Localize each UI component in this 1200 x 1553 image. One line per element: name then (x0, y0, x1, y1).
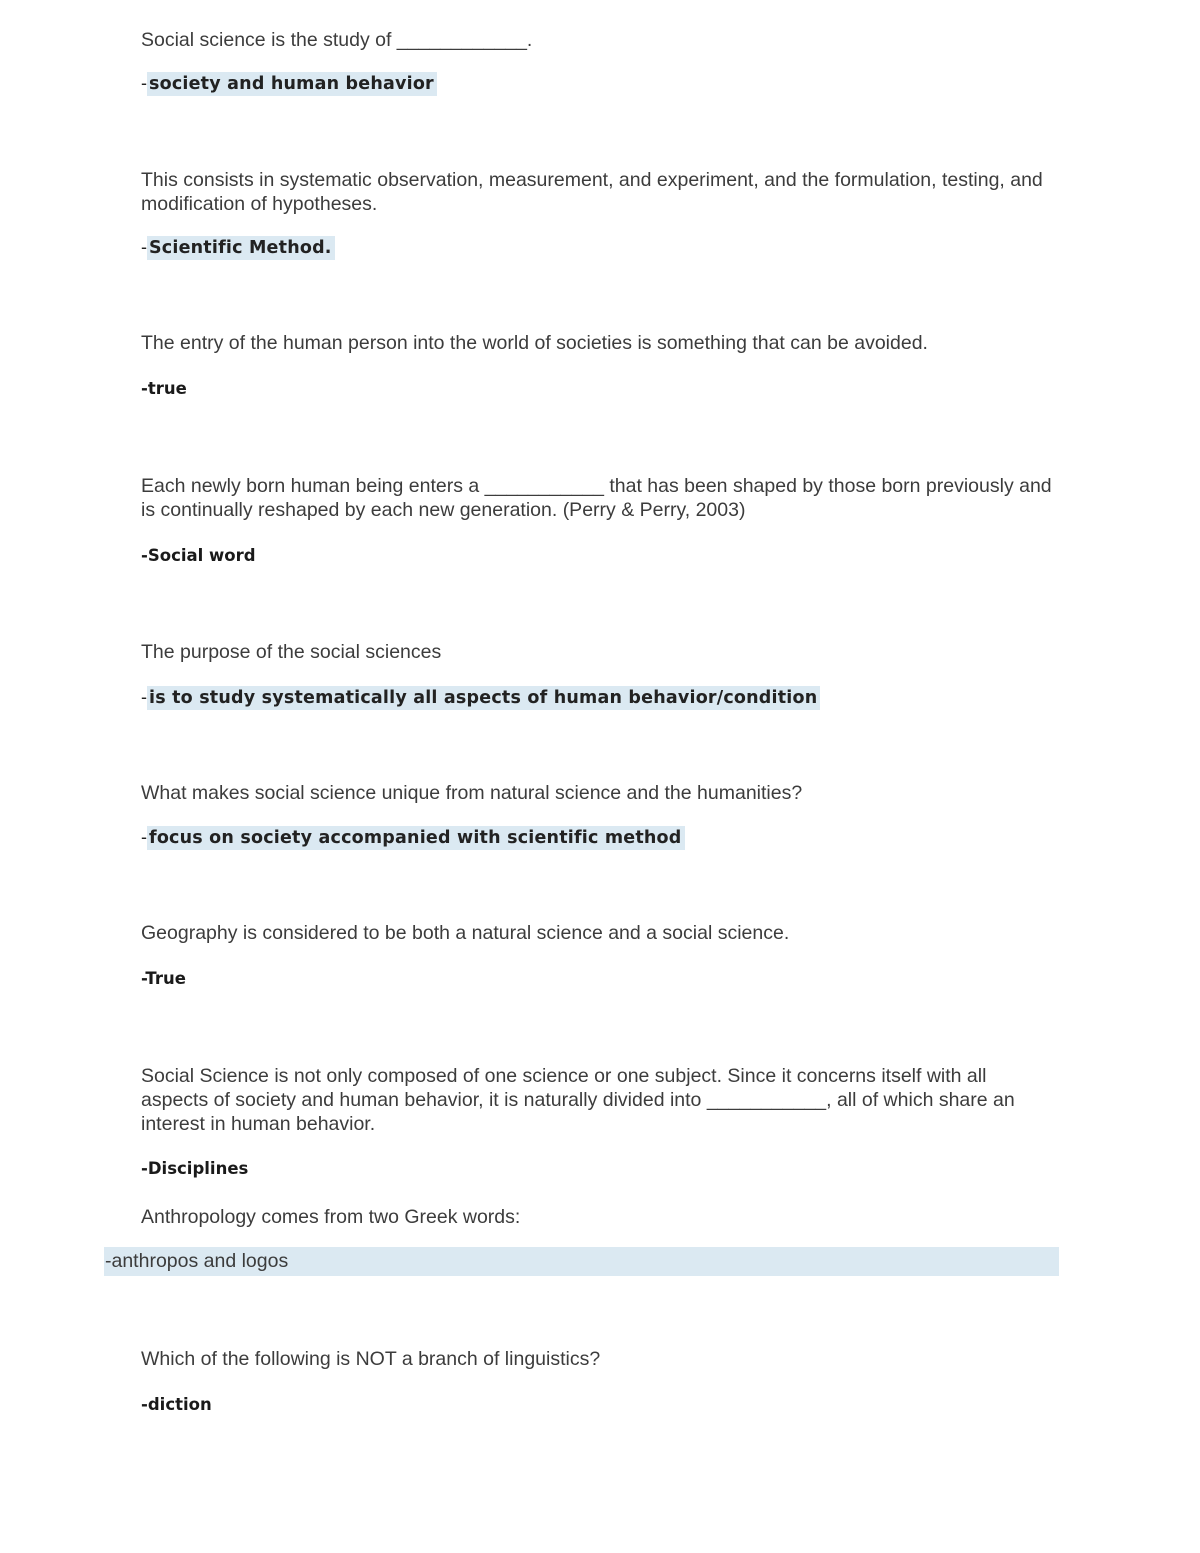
qa-item-1 (141, 28, 1056, 52)
answer-text: -Disciplines (141, 1159, 249, 1178)
answer-7 (141, 967, 1056, 991)
question-text: Each newly born human being enters a ___________ that has been shaped by those born previously and is continually reshaped by each new generation. (Perry & Perry, 2003) (141, 475, 1052, 521)
answer-prefix: - (141, 687, 147, 707)
question-text: Social science is the study of ____________. (141, 29, 533, 51)
question-text: Social Science is not only composed of one science or one subject. Since it concerns itself with all aspects of society and human behavior, it is naturally divided into ___________, all of which share an interest in human behavior. (141, 1065, 1015, 1135)
answer-text: -true (141, 379, 187, 398)
qa-item-7 (141, 921, 1056, 945)
answer-text: -True (141, 969, 186, 988)
answer-1 (141, 71, 1056, 96)
answer-2 (141, 235, 1056, 260)
answer-prefix: - (141, 827, 147, 847)
question-text: Which of the following is NOT a branch of linguistics? (141, 1348, 601, 1370)
answer-10 (141, 1393, 1056, 1417)
answer-text: is to study systematically all aspects of human behavior/condition (147, 686, 820, 710)
qa-item-9 (141, 1205, 1056, 1229)
question-text: This consists in systematic observation, measurement, and experiment, and the formulation, testing, and modification of hypotheses. (141, 169, 1043, 215)
question-text: The entry of the human person into the world of societies is something that can be avoided. (141, 332, 928, 354)
qa-item-10 (141, 1347, 1056, 1371)
answer-9-highlighted: -anthropos and logos (104, 1247, 1059, 1276)
qa-item-5 (141, 640, 1056, 664)
answer-text: society and human behavior (147, 72, 437, 96)
question-text: The purpose of the social sciences (141, 641, 442, 663)
question-text: Anthropology comes from two Greek words: (141, 1206, 521, 1228)
answer-prefix: - (141, 237, 147, 257)
qa-item-3 (141, 331, 1056, 355)
answer-5 (141, 685, 1056, 710)
answer-text: Scientific Method. (147, 236, 335, 260)
answer-prefix: - (141, 73, 147, 93)
qa-item-6 (141, 781, 1056, 805)
answer-6 (141, 825, 1056, 850)
answer-text: -Social word (141, 546, 256, 565)
answer-3 (141, 377, 1056, 401)
answer-8 (141, 1157, 1056, 1181)
answer-text: focus on society accompanied with scientific method (147, 826, 685, 850)
question-text: Geography is considered to be both a natural science and a social science. (141, 922, 790, 944)
answer-4 (141, 544, 1056, 568)
answer-text: -diction (141, 1395, 212, 1414)
qa-item-8 (141, 1064, 1056, 1136)
qa-item-4 (141, 474, 1056, 522)
question-text: What makes social science unique from natural science and the humanities? (141, 782, 803, 804)
qa-item-2 (141, 168, 1056, 216)
